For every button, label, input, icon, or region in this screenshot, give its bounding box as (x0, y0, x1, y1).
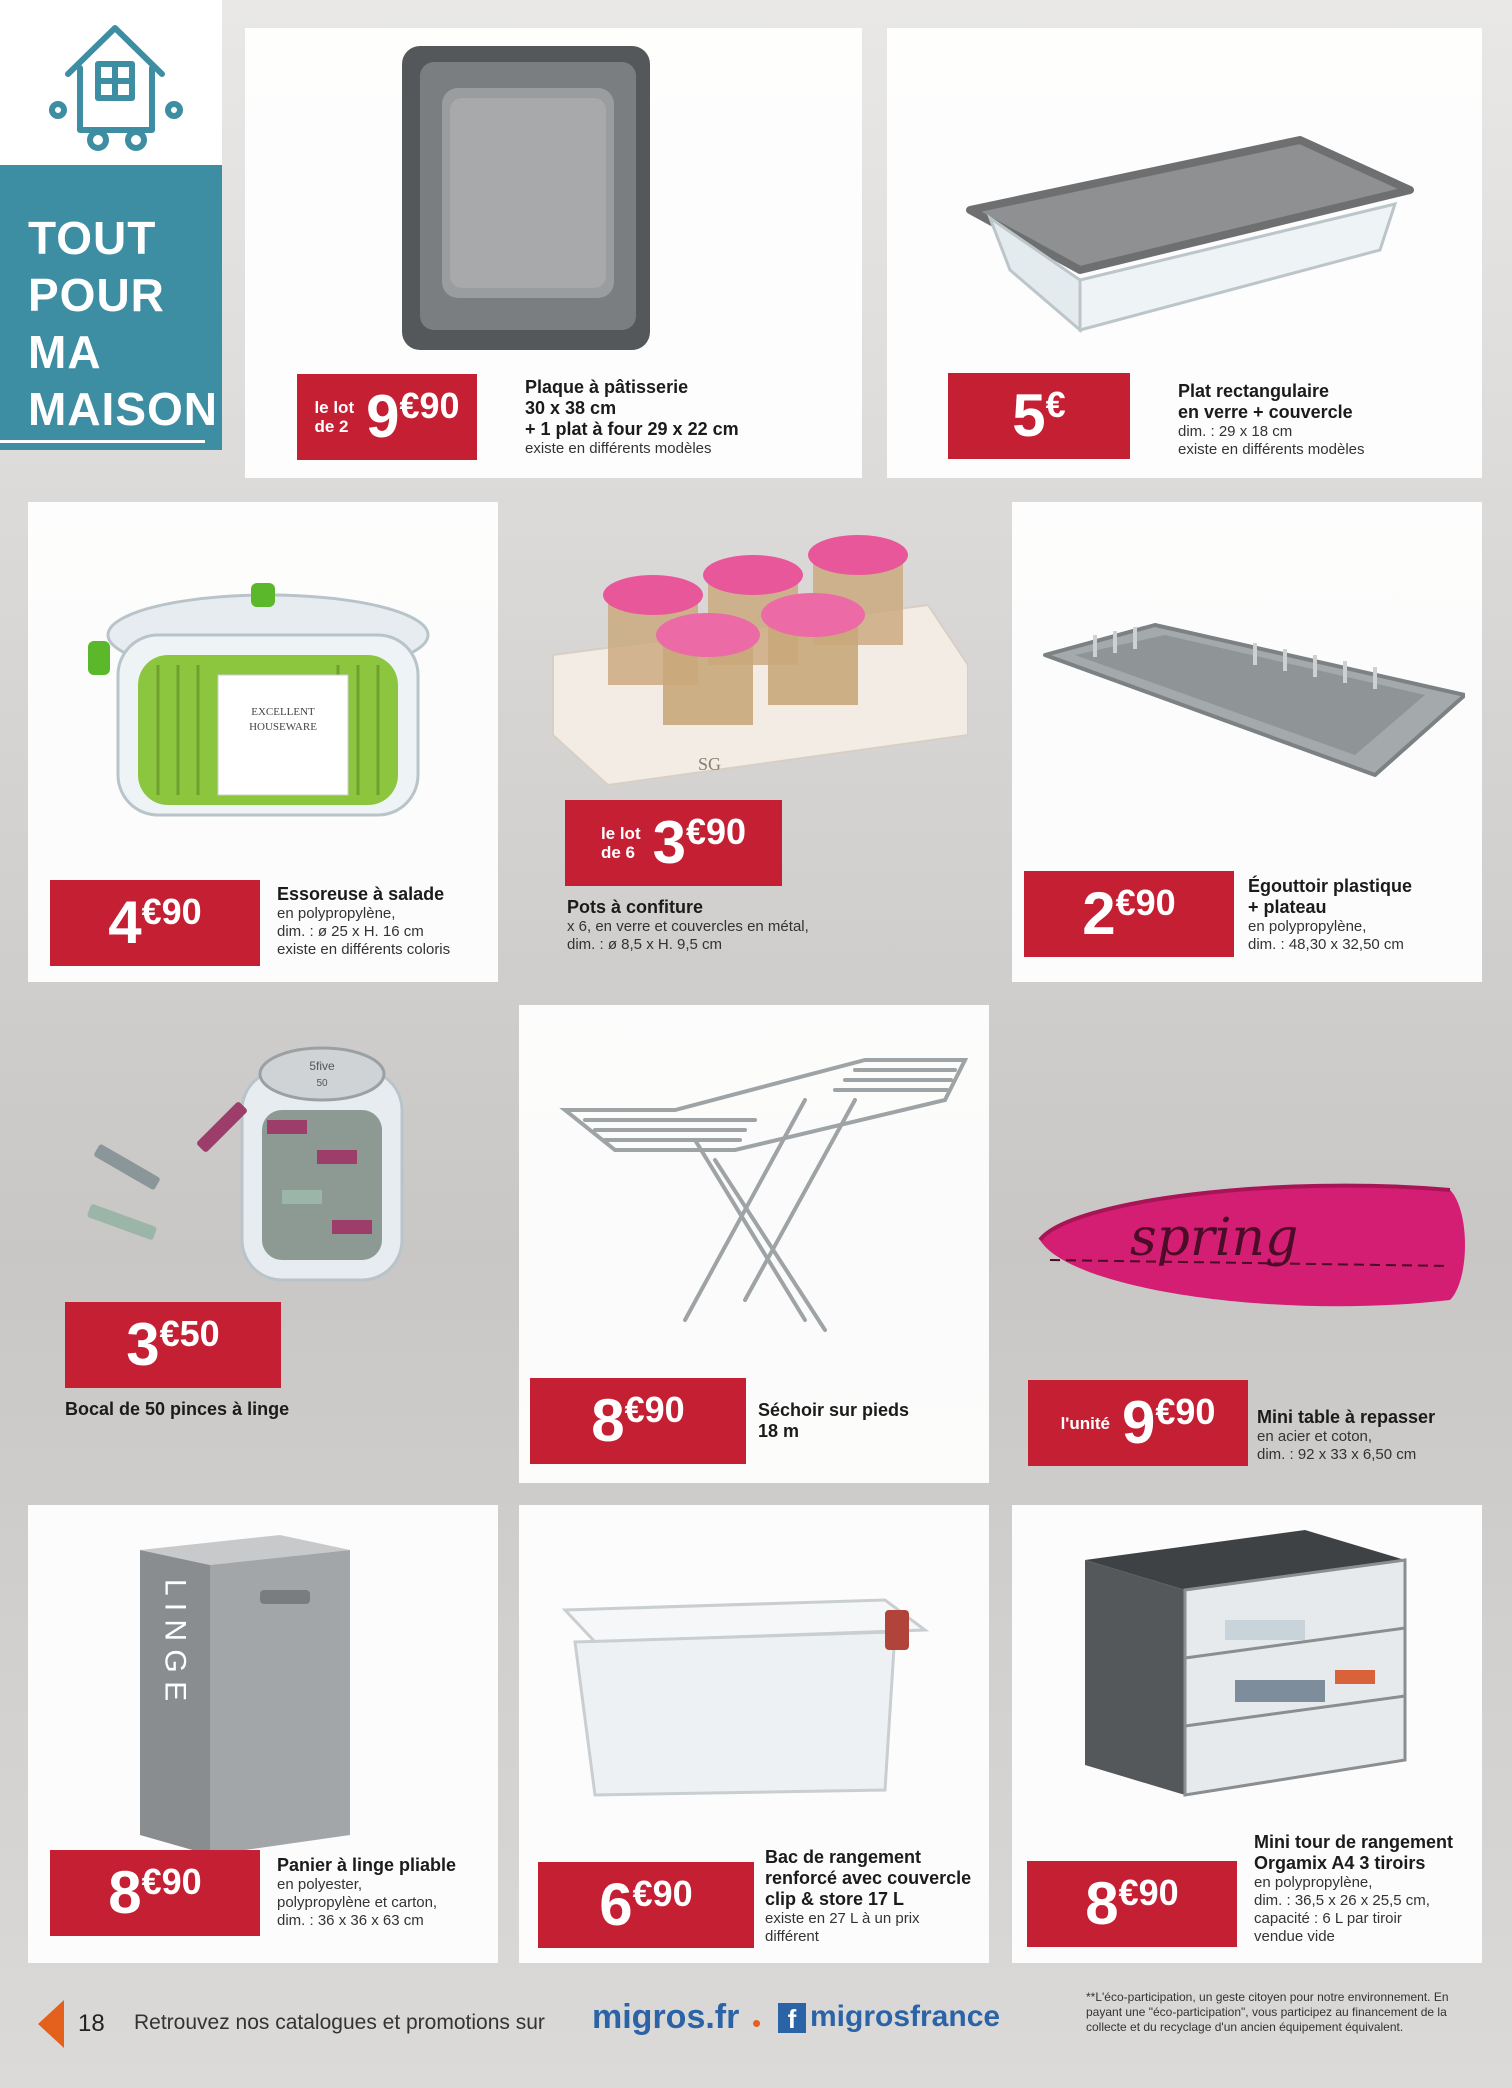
salad-spinner-image (88, 575, 448, 865)
product-desc-laundry-hamper (277, 1855, 497, 1930)
price-prefix: le lot de 2 (314, 398, 355, 436)
product-details: dim. : 29 x 18 cm existe en différents modèles (1178, 423, 1365, 458)
product-desc-drying-rack (758, 1400, 958, 1442)
product-title: Mini tour de rangement Orgamix A4 3 tiroirs (1254, 1832, 1454, 1873)
price-whole: 4 (108, 889, 140, 956)
price-tag-baking-tray (297, 374, 477, 460)
price-cents: €90 (141, 1861, 202, 1902)
category-underline (0, 440, 205, 443)
page-number: 18 (78, 2010, 105, 2037)
price-cents: €90 (1155, 1391, 1216, 1432)
jar-brand-label: 5five (309, 1059, 335, 1073)
price-whole: 8 (108, 1859, 140, 1926)
product-details: en polypropylène, dim. : 36,5 x 26 x 25,5 cm, capacité : 6 L par tiroir vendue vide (1254, 1874, 1430, 1945)
price-tag-clothespins (65, 1302, 281, 1388)
jam-jars-image (548, 535, 968, 785)
price-tag-dish-rack (1024, 871, 1234, 957)
price-tag-drying-rack (530, 1378, 746, 1464)
product-title: Panier à linge pliable (277, 1855, 457, 1875)
hamper-label: L I N G E (158, 1578, 192, 1702)
product-details: en polyester, polypropylène et carton, dim. : 36 x 36 x 63 cm (277, 1876, 438, 1929)
product-desc-salad-spinner (277, 884, 497, 959)
price-tag-glass-dish (948, 373, 1130, 459)
footer-social-link[interactable]: migrosfrance (810, 2000, 1001, 2033)
price-whole: 8 (1085, 1870, 1117, 1937)
storage-box-image (555, 1570, 935, 1800)
product-details: en polypropylène, dim. : 48,30 x 32,50 cm (1248, 918, 1404, 953)
footer-separator: • (752, 2008, 762, 2038)
product-desc-storage-box (765, 1847, 990, 1946)
price-cents: €90 (685, 811, 747, 852)
house-icon (40, 12, 190, 152)
price-cents: €90 (399, 385, 460, 426)
category-title-line: MAISON (28, 383, 218, 435)
product-title: Bac de rangement renforcé avec couvercle clip & store 17 L (765, 1847, 972, 1909)
footer-website-link[interactable]: migros.fr (592, 1998, 740, 2036)
price-cents: €90 (1115, 882, 1176, 923)
product-title: Essoreuse à salade (277, 884, 445, 904)
product-desc-drawer-tower (1254, 1832, 1482, 1946)
price-tag-ironing-board (1028, 1380, 1248, 1466)
jam-brand-label: SG (698, 754, 722, 774)
price-prefix: l'unité (1060, 1413, 1110, 1433)
category-title-line: POUR (28, 269, 165, 321)
category-title-line: TOUT (28, 212, 157, 264)
facebook-icon: f (778, 2003, 806, 2033)
product-details: en polypropylène, dim. : ø 25 x H. 16 cm existe en différents coloris (277, 905, 451, 958)
product-title: Séchoir sur pieds 18 m (758, 1400, 910, 1441)
price-whole: 6 (599, 1871, 631, 1938)
price-cents: € (1045, 384, 1066, 425)
dish-rack-image (1035, 595, 1465, 795)
drying-rack-image (555, 1040, 975, 1340)
previous-page-arrow-icon[interactable] (38, 2000, 64, 2048)
price-tag-jam-jars (565, 800, 782, 886)
product-title: Bocal de 50 pinces à linge (65, 1399, 290, 1419)
glass-dish-image (950, 130, 1420, 340)
spinner-brand-label: EXCELLENT (251, 706, 315, 718)
eco-participation-note: **L'éco-participation, un geste citoyen pour notre environnement. En payant une "éco-participation", vous participez au financement de la collecte et du recyclage d'un ancien équipement équivalent. (1086, 1990, 1449, 2034)
price-whole: 8 (591, 1387, 623, 1454)
product-title: Plat rectangulaire en verre + couvercle (1178, 381, 1353, 422)
product-desc-baking-tray (525, 377, 845, 458)
category-title (28, 210, 218, 438)
product-details: x 6, en verre et couvercles en métal, dim. : ø 8,5 x H. 9,5 cm (567, 918, 809, 953)
product-title: Mini table à repasser (1257, 1407, 1436, 1427)
price-tag-laundry-hamper (50, 1850, 260, 1936)
svg-text:HOUSEWARE: HOUSEWARE (249, 721, 317, 733)
board-brand-label: spring (1130, 1208, 1299, 1268)
product-desc-ironing-board (1257, 1407, 1477, 1464)
laundry-hamper-image (130, 1530, 360, 1860)
price-cents: €90 (1118, 1872, 1179, 1913)
product-desc-clothespins (65, 1399, 425, 1420)
price-cents: €50 (159, 1313, 220, 1354)
price-whole: 3 (126, 1311, 158, 1378)
price-tag-drawer-tower (1027, 1861, 1237, 1947)
price-whole: 9 (366, 383, 398, 450)
price-whole: 3 (652, 809, 684, 876)
ironing-board-image (1030, 1170, 1470, 1330)
price-cents: €90 (141, 891, 202, 932)
jar-count-label: 50 (316, 1078, 328, 1089)
clothespins-jar-image (82, 1040, 422, 1290)
drawer-tower-image (1075, 1520, 1410, 1800)
category-title-line: MA (28, 326, 102, 378)
product-desc-dish-rack (1248, 876, 1478, 954)
price-tag-storage-box (538, 1862, 754, 1948)
product-details: en acier et coton, dim. : 92 x 33 x 6,50 cm (1257, 1428, 1417, 1463)
product-desc-glass-dish (1178, 381, 1478, 459)
price-whole: 9 (1121, 1389, 1154, 1456)
price-cents: €90 (632, 1873, 693, 1914)
product-details: existe en différents modèles (525, 440, 712, 457)
price-whole: 5 (1012, 382, 1044, 449)
product-title: Plaque à pâtisserie 30 x 38 cm + 1 plat à four 29 x 22 cm (525, 377, 739, 439)
baking-tray-image (390, 40, 660, 360)
product-title: Pots à confiture (567, 897, 704, 917)
price-cents: €90 (624, 1389, 685, 1430)
category-logo-box (0, 0, 222, 165)
product-details: existe en 27 L à un prix différent (765, 1910, 920, 1945)
price-tag-salad-spinner (50, 880, 260, 966)
price-whole: 2 (1082, 880, 1114, 947)
price-prefix: le lot de 6 (600, 824, 641, 862)
product-desc-jam-jars (567, 897, 867, 954)
product-title: Égouttoir plastique + plateau (1248, 876, 1412, 917)
footer-catalog-text: Retrouvez nos catalogues et promotions sur (134, 2011, 545, 2034)
